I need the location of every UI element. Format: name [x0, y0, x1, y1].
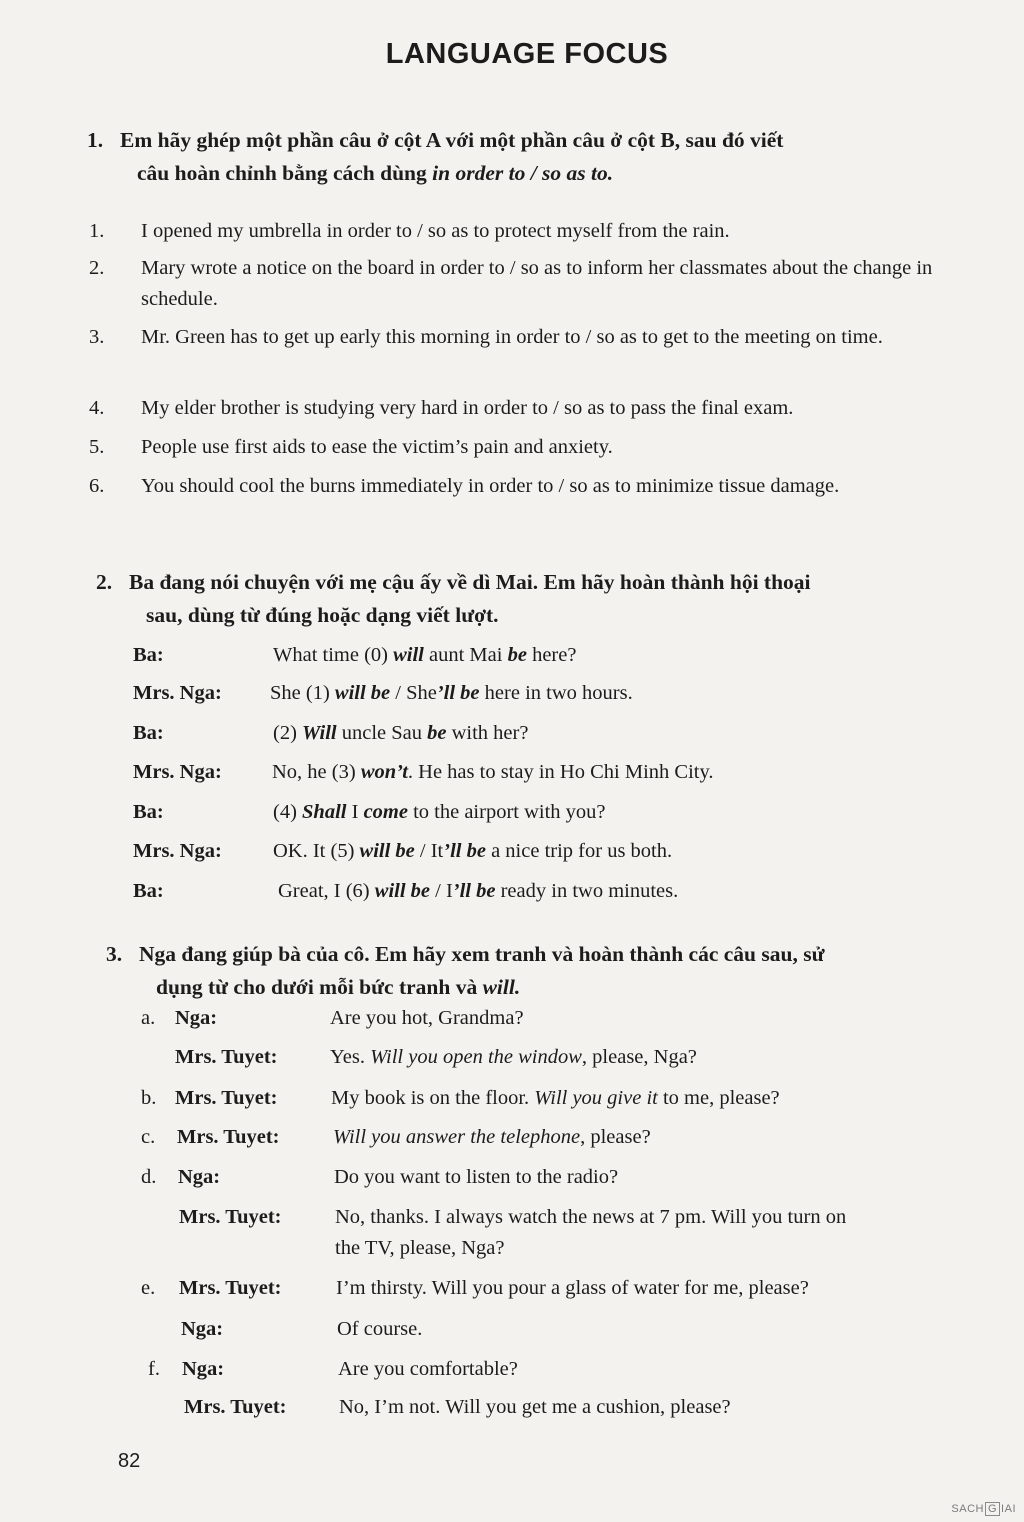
item-number: 4.	[89, 397, 105, 419]
speaker: Mrs. Tuyet:	[179, 1206, 282, 1228]
item-text: Mr. Green has to get up early this morning in order to / so as to get to the meeting on time.	[141, 326, 883, 348]
exercise-1-instruction	[87, 124, 987, 190]
utterance	[333, 1122, 651, 1153]
speaker: Mrs. Nga:	[133, 761, 222, 783]
dialogue-part: . He has to stay in Ho Chi Minh City.	[407, 761, 714, 783]
utterance-part: My book is on the floor.	[331, 1087, 535, 1109]
exercise-3-line-d-reply-cont	[141, 1233, 1021, 1264]
item-number: 5.	[89, 436, 105, 458]
speaker: Mrs. Tuyet:	[175, 1087, 278, 1109]
utterance	[339, 1392, 731, 1423]
dialogue-part: Great, I (6)	[278, 880, 375, 902]
answer-phrase: Will you open the window	[370, 1046, 582, 1068]
item-letter: d.	[141, 1166, 157, 1188]
page-number: 82	[118, 1450, 141, 1472]
speaker: Mrs. Nga:	[133, 682, 222, 704]
dialogue-text	[270, 678, 633, 709]
utterance-part: I’m thirsty. Will you pour a glass of water for me, please?	[336, 1277, 809, 1299]
dialogue-part: OK. It (5)	[273, 840, 360, 862]
dialogue-part: What time (0)	[273, 644, 394, 666]
exercise-1-line-2-emphasis: in order to / so as to.	[432, 161, 614, 185]
exercise-1-line-1: Em hãy ghép một phần câu ở cột A với một phần câu ở cột B, sau đó viết	[120, 128, 784, 152]
utterance	[336, 1273, 809, 1304]
exercise-3-line-b	[141, 1083, 1021, 1114]
utterance-part: No, I’m not. Will you get me a cushion, please?	[339, 1396, 731, 1418]
dialogue-part: uncle Sau	[336, 722, 428, 744]
utterance-part: Are you comfortable?	[338, 1358, 518, 1380]
utterance	[338, 1354, 518, 1385]
exercise-3-line-a-reply	[141, 1042, 1021, 1073]
answer-word: ’ll be	[452, 880, 496, 902]
speaker: Nga:	[178, 1166, 221, 1188]
dialogue-part: (2)	[273, 722, 303, 744]
exercise-1-number: 1.	[87, 128, 104, 152]
exercise-3-line-1: Nga đang giúp bà của cô. Em hãy xem tranh và hoàn thành các câu sau, sử	[139, 942, 825, 966]
dialogue-text	[278, 876, 678, 907]
utterance-part: , please?	[580, 1126, 651, 1148]
dialogue-text	[273, 797, 606, 828]
watermark-logo	[951, 1502, 1016, 1516]
answer-word: be	[507, 644, 527, 666]
exercise-3-number: 3.	[106, 942, 123, 966]
item-number: 1.	[89, 220, 105, 242]
exercise-3-line-e	[141, 1273, 1021, 1304]
exercise-3-line-2-emphasis: will.	[482, 975, 521, 999]
dialogue-part: here in two hours.	[479, 682, 633, 704]
dialogue-part: (4)	[273, 801, 303, 823]
exercise-1-line-2	[87, 157, 987, 190]
item-letter: a.	[141, 1007, 156, 1029]
utterance-part: Are you hot, Grandma?	[330, 1007, 524, 1029]
answer-word: Will	[302, 722, 337, 744]
item-text: I opened my umbrella in order to / so as to protect myself from the rain.	[141, 220, 730, 242]
answer-word: Shall	[302, 801, 347, 823]
exercise-2-line-2: sau, dùng từ đúng hoặc dạng viết lượt.	[146, 603, 499, 627]
answer-word: will be	[359, 840, 415, 862]
answer-word: be	[427, 722, 447, 744]
utterance	[330, 1042, 697, 1073]
watermark-text: SACH	[951, 1503, 984, 1515]
speaker: Mrs. Tuyet:	[177, 1126, 280, 1148]
utterance-part: , please, Nga?	[581, 1046, 697, 1068]
item-letter: f.	[148, 1358, 160, 1380]
answer-word: won’t	[360, 761, 408, 783]
exercise-3-line-f-reply	[141, 1392, 1021, 1423]
dialogue-part: with her?	[446, 722, 529, 744]
answer-word: will be	[334, 682, 391, 704]
watermark-box: G	[985, 1502, 1000, 1516]
dialogue-part: / I	[430, 880, 453, 902]
exercise-3-line-d	[141, 1162, 1021, 1193]
speaker: Mrs. Tuyet:	[184, 1396, 287, 1418]
exercise-1-line-2-text: câu hoàn chỉnh bằng cách dùng	[137, 161, 427, 185]
speaker: Ba:	[133, 722, 164, 744]
utterance-part: No, thanks. I always watch the news at 7 pm. Will you turn on	[335, 1206, 847, 1228]
exercise-3-line-c	[141, 1122, 1021, 1153]
dialogue-part: to the airport with you?	[407, 801, 606, 823]
answer-word: ’ll be	[436, 682, 480, 704]
answer-word: come	[363, 801, 408, 823]
speaker: Nga:	[182, 1358, 225, 1380]
utterance	[330, 1003, 524, 1034]
dialogue-part: No, he (3)	[272, 761, 361, 783]
utterance-part: Do you want to listen to the radio?	[334, 1166, 619, 1188]
exercise-3-line-2	[106, 971, 1001, 1004]
item-letter: b.	[141, 1087, 157, 1109]
speaker: Ba:	[133, 644, 164, 666]
dialogue-part: here?	[526, 644, 577, 666]
exercise-2-line-1: Ba đang nói chuyện với mẹ cậu ấy về dì Mai. Em hãy hoàn thành hội thoại	[129, 570, 811, 594]
item-text: My elder brother is studying very hard in order to / so as to pass the final exam.	[141, 397, 794, 419]
dialogue-part: She (1)	[270, 682, 335, 704]
utterance-part: Yes.	[330, 1046, 371, 1068]
speaker: Nga:	[181, 1318, 224, 1340]
utterance	[337, 1314, 422, 1345]
exercise-3-line-a	[141, 1003, 1021, 1034]
item-text: People use first aids to ease the victim’s pain and anxiety.	[141, 436, 613, 458]
dialogue-part: / It	[414, 840, 444, 862]
utterance	[331, 1083, 780, 1114]
item-text: You should cool the burns immediately in order to / so as to minimize tissue damage.	[141, 475, 840, 497]
dialogue-part: ready in two minutes.	[495, 880, 679, 902]
exercise-3-line-f	[141, 1354, 1021, 1385]
answer-word: will be	[374, 880, 430, 902]
watermark-text: IAI	[1001, 1503, 1016, 1515]
exercise-2-instruction	[96, 566, 996, 632]
dialogue-text	[273, 836, 672, 867]
speaker: Mrs. Tuyet:	[175, 1046, 278, 1068]
item-number: 2.	[89, 257, 105, 279]
dialogue-part: / She	[390, 682, 437, 704]
speaker: Nga:	[175, 1007, 218, 1029]
speaker: Ba:	[133, 801, 164, 823]
speaker: Ba:	[133, 880, 164, 902]
utterance	[334, 1162, 618, 1193]
item-number: 6.	[89, 475, 105, 497]
exercise-3-line-d-reply	[141, 1202, 1021, 1233]
answer-word: ’ll be	[443, 840, 486, 862]
dialogue-text	[272, 757, 714, 788]
utterance	[335, 1233, 504, 1264]
item-letter: e.	[141, 1277, 156, 1299]
answer-word: will	[393, 644, 424, 666]
exercise-3-instruction	[106, 938, 1001, 1004]
page-title: LANGUAGE FOCUS	[385, 38, 669, 70]
item-letter: c.	[141, 1126, 156, 1148]
item-text: Mary wrote a notice on the board in order to / so as to inform her classmates about the change in schedule.	[141, 257, 933, 310]
exercise-3-line-e-reply	[141, 1314, 1021, 1345]
exercise-2-number: 2.	[96, 570, 113, 594]
utterance-part: Of course.	[337, 1318, 423, 1340]
dialogue-part: aunt Mai	[423, 644, 508, 666]
speaker: Mrs. Nga:	[133, 840, 222, 862]
dialogue-text	[273, 718, 528, 749]
exercise-3-line-2-text: dụng từ cho dưới mỗi bức tranh và	[156, 975, 478, 999]
speaker: Mrs. Tuyet:	[179, 1277, 282, 1299]
item-number: 3.	[89, 326, 105, 348]
answer-phrase: Will you give it	[534, 1087, 658, 1109]
dialogue-part: I	[346, 801, 364, 823]
answer-phrase: Will you answer the telephone	[333, 1126, 581, 1148]
dialogue-text	[273, 640, 576, 671]
utterance	[335, 1202, 846, 1233]
utterance-part: to me, please?	[657, 1087, 780, 1109]
dialogue-part: a nice trip for us both.	[485, 840, 673, 862]
utterance-part: the TV, please, Nga?	[335, 1237, 505, 1259]
